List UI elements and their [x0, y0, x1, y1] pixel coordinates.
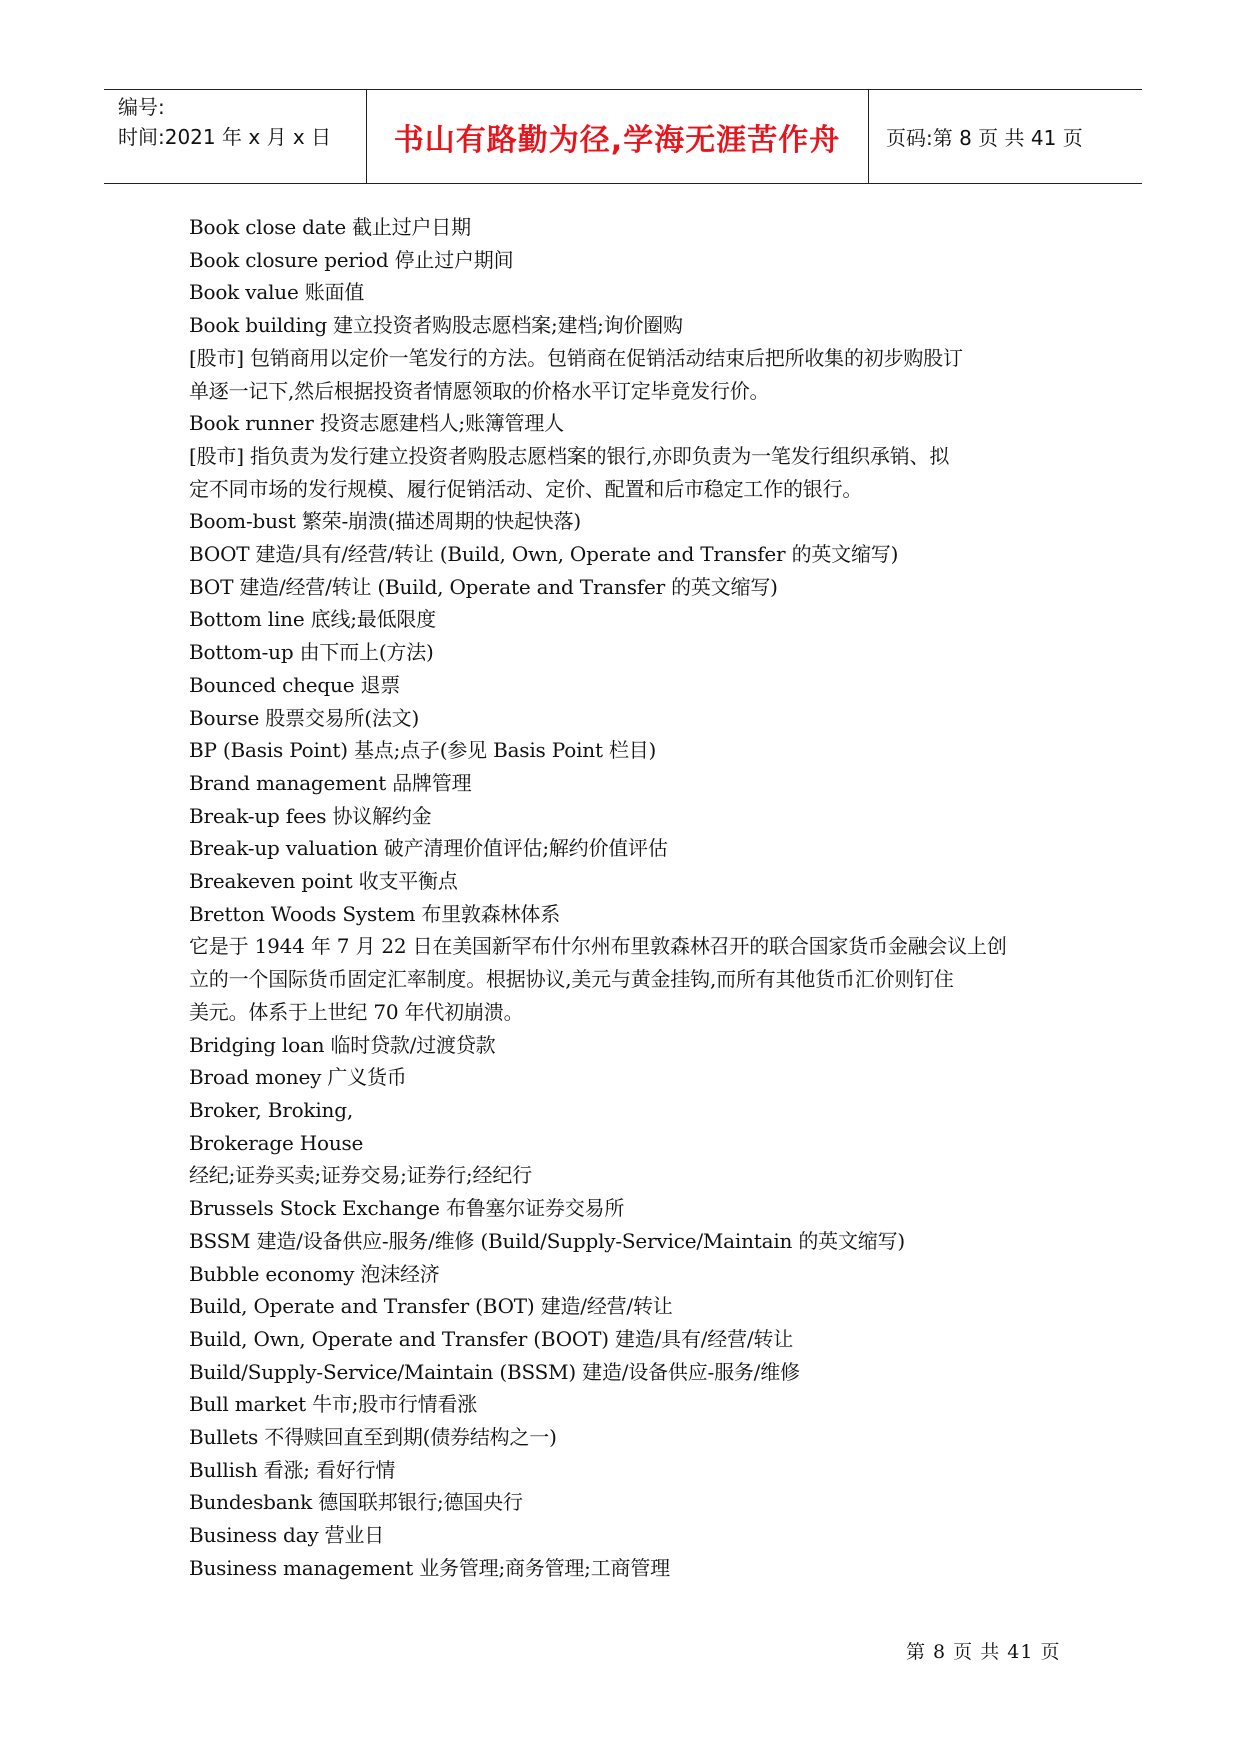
- glossary-line: Broad money 广义货币: [189, 1065, 407, 1090]
- glossary-line: 立的一个国际货币固定汇率制度。根据协议,美元与黄金挂钩,而所有其他货币汇价则钉住: [189, 967, 954, 992]
- glossary-line: 它是于 1944 年 7 月 22 日在美国新罕布什尔州布里敦森林召开的联合国家货币金融会议上创: [189, 934, 1007, 959]
- header-motto: 书山有路勤为径,学海无涯苦作舟: [393, 122, 841, 158]
- glossary-line: BP (Basis Point) 基点;点子(参见 Basis Point 栏目): [189, 738, 657, 763]
- header-page-info: 页码:第 8 页 共 41 页: [886, 126, 1083, 150]
- glossary-line: Bullish 看涨; 看好行情: [189, 1457, 396, 1482]
- number-label: 编号:: [118, 95, 165, 119]
- glossary-line: BOOT 建造/具有/经营/转让 (Build, Own, Operate and Transfer 的英文缩写): [189, 542, 899, 567]
- glossary-line: Business management 业务管理;商务管理;工商管理: [189, 1555, 670, 1580]
- header-divider: [366, 90, 367, 183]
- glossary-line: Build, Operate and Transfer (BOT) 建造/经营/转让: [189, 1294, 673, 1319]
- glossary-line: Book building 建立投资者购股志愿档案;建档;询价圈购: [189, 313, 683, 338]
- glossary-line: Bourse 股票交易所(法文): [189, 705, 420, 730]
- glossary-line: Bull market 牛市;股市行情看涨: [189, 1392, 478, 1417]
- page-footer: 第 8 页 共 41 页: [906, 1641, 1061, 1663]
- glossary-line: Build, Own, Operate and Transfer (BOOT) 建造/具有/经营/转让: [189, 1326, 794, 1351]
- glossary-line: Build/Supply-Service/Maintain (BSSM) 建造/设备供应-服务/维修: [189, 1359, 800, 1384]
- glossary-line: Bundesbank 德国联邦银行;德国央行: [189, 1490, 523, 1515]
- glossary-line: Book runner 投资志愿建档人;账簿管理人: [189, 411, 564, 436]
- glossary-line: Brand management 品牌管理: [189, 770, 472, 795]
- glossary-line: Bottom-up 由下而上(方法): [189, 640, 434, 665]
- glossary-line: Business day 营业日: [189, 1523, 385, 1548]
- glossary-line: Book value 账面值: [189, 280, 365, 305]
- glossary-line: Bottom line 底线;最低限度: [189, 607, 436, 632]
- document-header: [104, 89, 1142, 184]
- glossary-line: Break-up valuation 破产清理价值评估;解约价值评估: [189, 836, 668, 861]
- header-meta: [118, 92, 331, 152]
- glossary-line: [股市] 指负责为发行建立投资者购股志愿档案的银行,亦即负责为一笔发行组织承销、拟: [189, 443, 950, 468]
- glossary-line: Bounced cheque 退票: [189, 672, 401, 697]
- glossary-line: 经纪;证券买卖;证券交易;证券行;经纪行: [189, 1163, 532, 1188]
- glossary-line: Breakeven point 收支平衡点: [189, 869, 458, 894]
- glossary-line: Broker, Broking,: [189, 1097, 353, 1122]
- glossary-line: Bridging loan 临时贷款/过渡贷款: [189, 1032, 496, 1057]
- glossary-line: Brussels Stock Exchange 布鲁塞尔证券交易所: [189, 1196, 625, 1221]
- glossary-line: Boom-bust 繁荣-崩溃(描述周期的快起快落): [189, 509, 582, 534]
- time-label: 时间:2021 年 x 月 x 日: [118, 125, 332, 149]
- header-divider: [868, 90, 869, 183]
- glossary-line: [股市] 包销商用以定价一笔发行的方法。包销商在促销活动结束后把所收集的初步购股订: [189, 345, 963, 370]
- glossary-line: Bullets 不得赎回直至到期(债券结构之一): [189, 1425, 557, 1450]
- glossary-line: Bubble economy 泡沫经济: [189, 1261, 440, 1286]
- glossary-body: [189, 211, 1069, 1585]
- glossary-line: Book close date 截止过户日期: [189, 215, 471, 239]
- glossary-line: BSSM 建造/设备供应-服务/维修 (Build/Supply-Service/Maintain 的英文缩写): [189, 1228, 905, 1253]
- glossary-line: Brokerage House: [189, 1130, 364, 1155]
- glossary-line: 单逐一记下,然后根据投资者情愿领取的价格水平订定毕竟发行价。: [189, 378, 770, 403]
- glossary-line: Break-up fees 协议解约金: [189, 803, 432, 828]
- glossary-line: 美元。体系于上世纪 70 年代初崩溃。: [189, 999, 524, 1024]
- glossary-line: Bretton Woods System 布里敦森林体系: [189, 901, 561, 926]
- glossary-line: Book closure period 停止过户期间: [189, 247, 514, 272]
- glossary-line: 定不同市场的发行规模、履行促销活动、定价、配置和后市稳定工作的银行。: [189, 476, 863, 501]
- glossary-line: BOT 建造/经营/转让 (Build, Operate and Transfer 的英文缩写): [189, 574, 778, 599]
